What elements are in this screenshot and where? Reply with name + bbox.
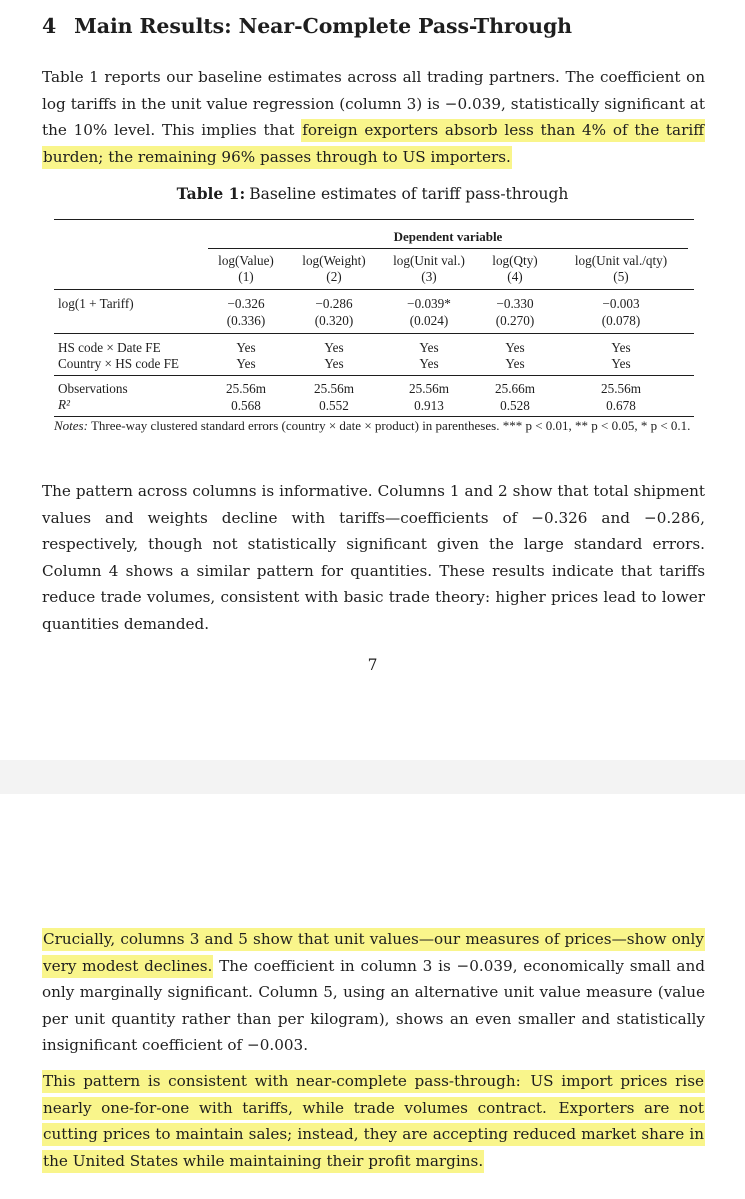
r2-cell: 0.528 <box>500 398 530 413</box>
header-rule <box>54 289 694 290</box>
r2-row-label: R² <box>58 397 71 412</box>
obs-cell: 25.56m <box>314 381 354 396</box>
obs-row-label: Observations <box>58 381 128 396</box>
dependent-variable-header: Dependent variable <box>393 229 503 244</box>
table-caption-text: Baseline estimates of tariff pass-through <box>249 185 569 203</box>
r2-cell: 0.678 <box>606 398 636 413</box>
intro-text: Table 1 reports our baseline estimates across all trading partners. The coefficient on log tariffs in the unit value regression (column 3) is −0.039, statistically significant at the 10% level. This implies that <box>42 68 705 139</box>
intro-paragraph <box>42 64 705 170</box>
fe-row-label: HS code × Date FE <box>58 340 161 355</box>
table-notes <box>54 417 694 434</box>
column-number: (4) <box>507 269 523 284</box>
fe-row-label: Country × HS code FE <box>58 356 179 371</box>
fe-rule <box>54 375 694 376</box>
obs-cell: 25.56m <box>601 381 641 396</box>
r2-cell: 0.913 <box>414 398 444 413</box>
fe-cell: Yes <box>236 340 256 355</box>
coef-cell: −0.326 <box>227 296 265 311</box>
obs-cell: 25.66m <box>495 381 535 396</box>
coef-cell: −0.330 <box>496 296 534 311</box>
coef-cell: −0.039* <box>407 296 451 311</box>
fe-cell: Yes <box>236 356 256 371</box>
se-cell: (0.336) <box>226 313 266 328</box>
column-number: (3) <box>421 269 437 284</box>
fe-cell: Yes <box>419 356 439 371</box>
pass-through-paragraph <box>42 1068 705 1174</box>
notes-text: Three-way clustered standard errors (country × date × product) in parentheses. *** p < 0.01, ** p < 0.05, * p < 0.1. <box>90 418 691 433</box>
section-number: 4 <box>42 14 57 38</box>
obs-cell: 25.56m <box>409 381 449 396</box>
unit-values-paragraph <box>42 926 705 1059</box>
unit-values-text: The coefficient in column 3 is −0.039, economically small and only marginally significant. Column 5, using an alternative unit value measure (value per unit quantity rather than per kilogram), shows an even smaller and statistically insignificant coefficient of −0.003. <box>42 956 705 1054</box>
coef-cell: −0.003 <box>602 296 640 311</box>
section-title: Main Results: Near-Complete Pass-Through <box>74 14 572 38</box>
page-number: 7 <box>367 656 378 674</box>
columns-pattern-paragraph: The pattern across columns is informative. Columns 1 and 2 show that total shipment values and weights decline with tariffs—coefficients of −0.326 and −0.286, respectively, though not statistically significant given the large standard errors. Column 4 shows a similar pattern for quantities. These results indicate that tariffs reduce trade volumes, consistent with basic trade theory: higher prices lead to lower quantities demanded. <box>42 482 705 633</box>
fe-cell: Yes <box>419 340 439 355</box>
fe-cell: Yes <box>324 340 344 355</box>
se-cell: (0.270) <box>495 313 535 328</box>
column-header: log(Weight) <box>302 253 366 268</box>
paper-page-8 <box>0 794 745 1199</box>
se-cell: (0.024) <box>409 313 449 328</box>
results-table <box>54 219 694 454</box>
table-caption <box>0 184 745 203</box>
coef-row-label: log(1 + Tariff) <box>58 296 134 311</box>
dependent-variable-rule <box>208 248 688 249</box>
r2-cell: 0.568 <box>231 398 261 413</box>
fe-cell: Yes <box>611 356 631 371</box>
intro-highlight: foreign exporters absorb less than 4% of the tariff burden; the remaining 96% passes through to US importers. <box>42 119 705 169</box>
pass-through-highlight-1: This pattern is consistent with near-complete pass-through: <box>42 1070 522 1093</box>
table-top-rule <box>54 219 694 220</box>
r2-cell: 0.552 <box>319 398 349 413</box>
unit-values-highlight: Crucially, columns 3 and 5 show that unit values—our measures of prices—show only very modest declines. <box>42 928 705 978</box>
obs-cell: 25.56m <box>226 381 266 396</box>
pass-through-highlight-2: US import prices rise nearly one-for-one with tariffs, while trade volumes contract. <box>42 1070 705 1120</box>
se-cell: (0.078) <box>601 313 641 328</box>
fe-cell: Yes <box>505 356 525 371</box>
column-number: (1) <box>238 269 254 284</box>
coef-cell: −0.286 <box>315 296 353 311</box>
fe-cell: Yes <box>611 340 631 355</box>
coef-rule <box>54 333 694 334</box>
column-number: (5) <box>613 269 629 284</box>
page-break <box>0 760 745 794</box>
fe-cell: Yes <box>505 340 525 355</box>
notes-label: Notes: <box>54 418 88 433</box>
se-cell: (0.320) <box>314 313 354 328</box>
table-caption-label: Table 1: <box>176 184 246 203</box>
section-heading <box>42 14 572 38</box>
column-header: log(Value) <box>218 253 274 268</box>
fe-cell: Yes <box>324 356 344 371</box>
pass-through-highlight-3: Exporters are not cutting prices to maintain sales; instead, they are accepting reduced market share in the United States while maintaining their profit margins. <box>42 1097 705 1173</box>
column-header: log(Unit val.) <box>393 253 465 268</box>
column-header: log(Qty) <box>492 253 538 268</box>
column-header: log(Unit val./qty) <box>574 253 668 268</box>
column-number: (2) <box>326 269 342 284</box>
